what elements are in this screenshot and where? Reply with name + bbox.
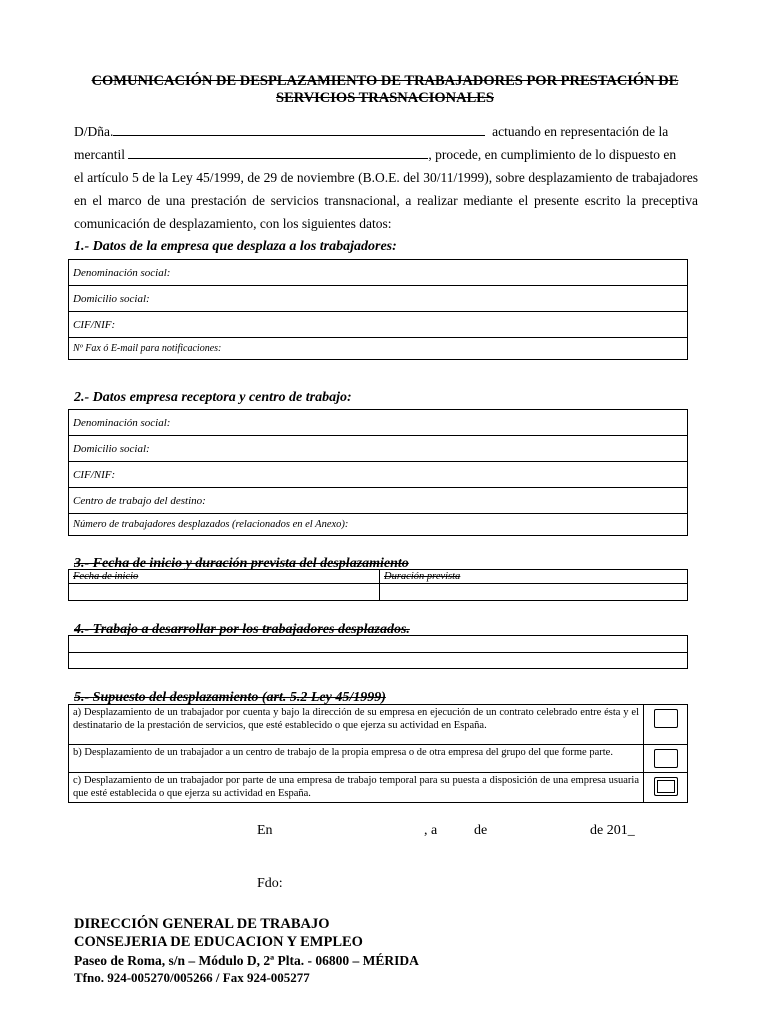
footer-address: Paseo de Roma, s/n – Módulo D, 2ª Plta. - 06800 – MÉRIDA — [74, 953, 419, 968]
company-fill-line[interactable] — [128, 145, 428, 159]
footer-direccion: DIRECCIÓN GENERAL DE TRABAJO — [74, 916, 330, 932]
name-fill-line[interactable] — [113, 122, 485, 136]
date-year: de 201_ — [590, 823, 635, 838]
s3-fecha-inicio-label: Fecha de inicio — [69, 570, 380, 584]
section5-heading: 5.- Supuesto del desplazamiento (art. 5.2 Ley 45/1999) — [74, 690, 386, 705]
option-c-checkbox[interactable] — [654, 777, 678, 796]
s3-fecha-inicio-field[interactable] — [69, 584, 380, 601]
section1-heading: 1.- Datos de la empresa que desplaza a los trabajadores: — [74, 239, 397, 254]
signature-label: Fdo: — [257, 876, 283, 891]
intro-representation: actuando en representación de la — [492, 124, 669, 139]
footer-consejeria: CONSEJERIA DE EDUCACION Y EMPLEO — [74, 934, 363, 950]
section2-table — [68, 409, 688, 536]
option-b-checkbox[interactable] — [654, 749, 678, 768]
intro-rest: el artículo 5 de la Ley 45/1999, de 29 de noviembre (B.O.E. del 30/11/1999), sobre desplazamiento de trabajadores en el marco de una prestación de servicios transnacional, a realizar mediante el presente escrito la preceptiva comunicación de desplazamiento, con los siguientes datos: — [74, 170, 698, 231]
date-a: , a — [424, 823, 438, 838]
intro-mercantil: mercantil — [74, 147, 125, 162]
s1-fax-email[interactable]: Nº Fax ó E-mail para notificaciones: — [69, 338, 688, 360]
intro-procede: , procede, en cumplimiento de lo dispuesto en — [428, 147, 677, 162]
section3-heading: 3.- Fecha de inicio y duración prevista del desplazamiento — [74, 556, 409, 571]
s5-option-b: b) Desplazamiento de un trabajador a un centro de trabajo de la propia empresa o de otra empresa del grupo del que forme parte. — [69, 745, 644, 773]
s1-domicilio[interactable]: Domicilio social: — [69, 286, 688, 312]
option-a-checkbox[interactable] — [654, 709, 678, 728]
s3-duracion-label: Duración prevista — [380, 570, 688, 584]
intro-dna: D/Dña. — [74, 124, 114, 139]
section2-heading: 2.- Datos empresa receptora y centro de trabajo: — [74, 390, 352, 405]
s1-denominacion[interactable]: Denominación social: — [69, 260, 688, 286]
s5-option-c-cell — [644, 773, 688, 803]
section4-table — [68, 635, 688, 669]
s5-option-b-cell — [644, 745, 688, 773]
section5-table — [68, 704, 688, 803]
date-de: de — [474, 823, 488, 838]
document-title: COMUNICACIÓN DE DESPLAZAMIENTO DE TRABAJADORES POR PRESTACIÓN DE SERVICIOS TRASNACIONALES — [91, 73, 679, 106]
s2-cif[interactable]: CIF/NIF: — [69, 462, 688, 488]
s2-denominacion[interactable]: Denominación social: — [69, 410, 688, 436]
s5-option-c: c) Desplazamiento de un trabajador por parte de una empresa de trabajo temporal para su puesta a disposición de una empresa usuaria que esté establecida o que ejerza su actividad en España. — [69, 773, 644, 803]
footer-phone: Tfno. 924-005270/005266 / Fax 924-005277 — [74, 970, 310, 985]
s4-row-1[interactable] — [69, 636, 688, 653]
s5-option-a: a) Desplazamiento de un trabajador por cuenta y bajo la dirección de su empresa en ejecución de un contrato celebrado entre ésta y el destinatario de la prestación de servicios, que esté establecido o que ejerza su actividad en España. — [69, 705, 644, 745]
section3-table — [68, 569, 688, 601]
intro-paragraph — [74, 120, 698, 235]
section4-heading: 4.- Trabajo a desarrollar por los trabajadores desplazados. — [74, 622, 410, 637]
s2-centro-trabajo[interactable]: Centro de trabajo del destino: — [69, 488, 688, 514]
s4-row-2[interactable] — [69, 653, 688, 669]
s2-domicilio[interactable]: Domicilio social: — [69, 436, 688, 462]
s3-duracion-field[interactable] — [380, 584, 688, 601]
s1-cif[interactable]: CIF/NIF: — [69, 312, 688, 338]
s2-numero-trabajadores[interactable]: Número de trabajadores desplazados (relacionados en el Anexo): — [69, 514, 688, 536]
section1-table — [68, 259, 688, 360]
date-en: En — [257, 823, 273, 838]
s5-option-a-cell — [644, 705, 688, 745]
